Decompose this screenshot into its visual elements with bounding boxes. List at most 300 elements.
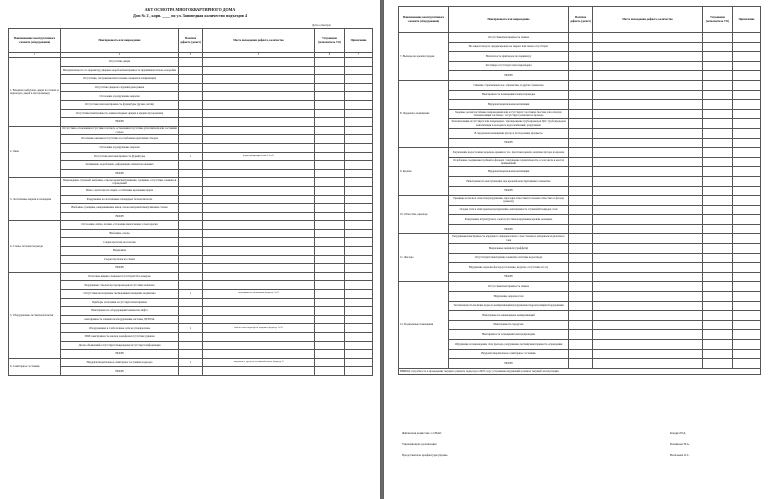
count-cell bbox=[179, 83, 203, 92]
table-row bbox=[9, 238, 373, 247]
table-row bbox=[399, 272, 761, 282]
table-row bbox=[399, 167, 761, 177]
table-row bbox=[9, 229, 373, 238]
header-fixed: Устранение (исполнитель УО) bbox=[703, 7, 733, 33]
table-row bbox=[9, 264, 373, 273]
defect-cell: Отсутствие/неисправность замков bbox=[449, 282, 569, 292]
table-row bbox=[9, 307, 373, 316]
count-cell bbox=[569, 138, 593, 148]
element-cell: 10. Отмостки, крыльцо bbox=[399, 196, 449, 234]
location-cell bbox=[203, 307, 315, 316]
note-cell bbox=[733, 282, 761, 292]
note-cell bbox=[345, 92, 373, 101]
defect-cell: Отсутствие или неисправность фурнитуры bbox=[61, 152, 179, 161]
count-cell bbox=[569, 349, 593, 359]
note-cell bbox=[345, 100, 373, 109]
location-cell bbox=[203, 238, 315, 247]
fixed-cell bbox=[703, 272, 733, 282]
location-cell bbox=[593, 253, 703, 263]
table-row bbox=[399, 196, 761, 206]
defect-cell: НООН bbox=[449, 272, 569, 282]
fixed-cell bbox=[315, 126, 345, 135]
count-cell bbox=[179, 66, 203, 75]
table-row bbox=[9, 333, 373, 342]
count-cell bbox=[569, 196, 593, 206]
element-cell: 9. Кровля bbox=[399, 148, 449, 196]
note-cell bbox=[733, 244, 761, 254]
note-cell bbox=[733, 292, 761, 302]
note-cell bbox=[733, 234, 761, 244]
defect-cell: Неплотность притворов по периметру bbox=[449, 52, 569, 62]
location-cell bbox=[203, 367, 315, 376]
fixed-cell bbox=[315, 341, 345, 350]
count-cell bbox=[569, 205, 593, 215]
table-row bbox=[399, 253, 761, 263]
defect-cell: Отсутствие или неисправность фурнитуры (ручки, петли) bbox=[61, 100, 179, 109]
location-cell bbox=[593, 186, 703, 196]
fixed-cell bbox=[315, 324, 345, 333]
fixed-cell bbox=[703, 224, 733, 234]
fixed-cell bbox=[703, 340, 733, 350]
note-cell bbox=[345, 178, 373, 187]
defect-cell: Негерметичность по периметру дверных коробок/неисправность пружинных петель и коробки bbox=[61, 66, 179, 75]
count-cell bbox=[179, 255, 203, 264]
note-cell bbox=[345, 204, 373, 213]
note-cell bbox=[345, 307, 373, 316]
count-cell: 1 bbox=[179, 290, 203, 299]
note-cell bbox=[733, 253, 761, 263]
table-row bbox=[399, 80, 761, 90]
defect-cell: Неисправность инженерных коммуникаций bbox=[449, 311, 569, 321]
defect-cell: Нарушение окраски фасада (отслоение, вздутие, отсутствие и т.п.) bbox=[449, 263, 569, 273]
table-row bbox=[9, 324, 373, 333]
count-cell bbox=[179, 135, 203, 144]
note-cell bbox=[345, 161, 373, 170]
location-cell bbox=[593, 311, 703, 321]
fixed-cell bbox=[703, 330, 733, 340]
fixed-cell bbox=[315, 66, 345, 75]
note-cell bbox=[345, 255, 373, 264]
note-cell bbox=[733, 311, 761, 321]
defect-cell: Повреждение ступеней: выбоины, отколы краев/выпучивание, трещины, отсутствие элементов ограждений bbox=[61, 178, 179, 187]
table-row bbox=[9, 204, 373, 213]
fixed-cell bbox=[703, 52, 733, 62]
location-cell bbox=[203, 126, 315, 135]
signature-name: Кондич Н.Д. bbox=[670, 431, 687, 435]
location-cell bbox=[593, 80, 703, 90]
location-cell bbox=[203, 212, 315, 221]
count-cell bbox=[179, 212, 203, 221]
count-cell bbox=[179, 298, 203, 307]
note-cell bbox=[345, 152, 373, 161]
count-cell bbox=[569, 148, 593, 158]
defect-cell: Отсутствие остекления/отсутствие плотного остекления/отсутствие уплотнителя или состояния стекла bbox=[62, 127, 177, 134]
fixed-cell bbox=[703, 148, 733, 158]
table-row bbox=[399, 244, 761, 254]
location-cell bbox=[593, 340, 703, 350]
location-cell bbox=[593, 234, 703, 244]
fixed-cell bbox=[703, 196, 733, 206]
defect-cell: Неисправность помещения/электропроводка bbox=[449, 90, 569, 100]
fixed-cell bbox=[315, 118, 345, 127]
doc-title: АКТ ОСМОТРА МНОГОКВАРТИРНОГО ДОМА bbox=[144, 7, 236, 12]
defect-cell: НООН bbox=[449, 71, 569, 81]
count-cell bbox=[569, 176, 593, 186]
location-cell bbox=[203, 92, 315, 101]
signature-role: Управляющая организация bbox=[402, 442, 437, 446]
defect-cell: Оборудование и слаботочные сети не упорядочены bbox=[61, 324, 179, 333]
fixed-cell bbox=[703, 42, 733, 52]
signature-name: Васильева О.С. bbox=[670, 453, 690, 457]
defect-cell: ЗПИ: неисправность кнопок домофона/отсутствие рукавов bbox=[61, 333, 179, 342]
right-inspection-table bbox=[398, 6, 761, 375]
note-cell bbox=[345, 169, 373, 178]
table-row bbox=[399, 234, 761, 244]
location-cell bbox=[593, 330, 703, 340]
defect-cell: Разрушение на лестничных площадках бетона/металла bbox=[61, 195, 179, 204]
fixed-cell bbox=[703, 253, 733, 263]
note-cell bbox=[345, 315, 373, 324]
location-cell bbox=[203, 186, 315, 195]
left-inspection-table bbox=[8, 28, 373, 376]
header-location: Место нахождения дефекта, количество bbox=[593, 7, 703, 33]
fixed-cell bbox=[315, 143, 345, 152]
table-row bbox=[9, 109, 373, 118]
table-row bbox=[399, 224, 761, 234]
note-cell bbox=[345, 118, 373, 127]
count-cell: 1 bbox=[179, 324, 203, 333]
location-cell bbox=[203, 272, 315, 281]
table-row bbox=[9, 83, 373, 92]
location-cell bbox=[593, 138, 703, 148]
location-cell bbox=[203, 298, 315, 307]
defect-cell: Отслоение и разрушение окраски bbox=[61, 143, 179, 152]
location-cell bbox=[203, 350, 315, 359]
col-number: 7 bbox=[345, 53, 373, 58]
count-cell bbox=[569, 42, 593, 52]
fixed-cell bbox=[703, 205, 733, 215]
fixed-cell bbox=[703, 263, 733, 273]
count-cell bbox=[179, 169, 203, 178]
fixed-cell bbox=[315, 264, 345, 273]
defect-cell: неисправность элементов/оборудования системы ДУ/ППА bbox=[61, 315, 179, 324]
location-cell bbox=[593, 292, 703, 302]
table-row bbox=[399, 263, 761, 273]
fixed-cell bbox=[703, 167, 733, 177]
table-row bbox=[399, 148, 761, 158]
fixed-cell bbox=[703, 100, 733, 110]
table-row bbox=[9, 126, 373, 135]
note-cell bbox=[733, 33, 761, 43]
location-cell bbox=[203, 221, 315, 230]
fixed-cell bbox=[315, 169, 345, 178]
note-cell bbox=[345, 247, 373, 256]
location-cell bbox=[203, 100, 315, 109]
defect-cell: НООН bbox=[449, 359, 569, 369]
note-cell bbox=[345, 195, 373, 204]
note-cell bbox=[733, 148, 761, 158]
defect-cell: НООН bbox=[61, 118, 179, 127]
table-row bbox=[9, 178, 373, 187]
table-row bbox=[399, 100, 761, 110]
table-row bbox=[9, 247, 373, 256]
header-note: Примечание bbox=[345, 29, 373, 53]
count-cell bbox=[569, 90, 593, 100]
defect-cell: Трещины и сколы в отмостке/разрушение, просадка отмостки/отслоение отмостки от фасада (цоколя) bbox=[449, 196, 569, 206]
count-cell bbox=[179, 307, 203, 316]
location-cell bbox=[593, 52, 703, 62]
defect-cell: Почтовые ящики сломаны/отсутствуют/без номеров bbox=[61, 272, 179, 281]
defect-cell: Доска объявлений отсутствует/повреждена/отсутствует информация bbox=[61, 341, 179, 350]
fixed-cell bbox=[315, 221, 345, 230]
fixed-cell bbox=[703, 244, 733, 254]
header-count: Наличие дефекта (да/нет) bbox=[179, 29, 203, 53]
count-cell bbox=[179, 100, 203, 109]
fixed-cell bbox=[315, 152, 345, 161]
count-cell bbox=[179, 195, 203, 204]
note-cell bbox=[345, 66, 373, 75]
count-cell bbox=[179, 238, 203, 247]
location-cell bbox=[203, 281, 315, 290]
defect-cell: Выбоины, трещины, выкрашивание швов, сколы материала/выпучивание стенок bbox=[61, 204, 179, 213]
fixed-cell bbox=[703, 71, 733, 81]
table-row bbox=[9, 118, 373, 127]
defect-cell: Неудовлетворительное санитарное состояние подъезда bbox=[61, 358, 179, 367]
defect-cell: Отсечение оконных/отсутствие и ослабление крепления створок bbox=[61, 135, 179, 144]
location-cell bbox=[593, 90, 703, 100]
inspection-date-label: Дата осмотра: bbox=[312, 23, 332, 27]
fixed-cell bbox=[315, 186, 345, 195]
location-cell bbox=[203, 333, 315, 342]
note-cell bbox=[345, 83, 373, 92]
defect-cell: Отслоение, пятна, потеки, отслоение межэтажных слоев краски bbox=[61, 221, 179, 230]
table-row bbox=[9, 161, 373, 170]
fixed-cell bbox=[703, 90, 733, 100]
table-row bbox=[399, 311, 761, 321]
count-cell bbox=[569, 80, 593, 90]
table-row bbox=[399, 128, 761, 138]
signature-role: Житинская комиссия со СВАО bbox=[402, 431, 442, 435]
location-cell bbox=[593, 71, 703, 81]
fixed-cell bbox=[315, 83, 345, 92]
signature-name: Резникова Н.А. bbox=[670, 442, 690, 446]
count-cell bbox=[179, 367, 203, 376]
location-cell bbox=[593, 272, 703, 282]
location-cell bbox=[203, 135, 315, 144]
fixed-cell bbox=[315, 204, 345, 213]
note-cell bbox=[345, 324, 373, 333]
defect-cell: Неудовлетворительное санитарное состояние bbox=[449, 349, 569, 359]
right-document-page bbox=[384, 0, 768, 499]
note-cell bbox=[733, 109, 761, 119]
note-cell bbox=[345, 290, 373, 299]
fixed-cell bbox=[315, 247, 345, 256]
count-cell bbox=[569, 320, 593, 330]
defect-cell: Захламленность/наличие воды на коммуникациях/разрушение гидроизоляции/оборудования bbox=[449, 301, 569, 311]
defect-cell: Неисправность освещения/электропроводки bbox=[449, 330, 569, 340]
count-cell bbox=[179, 126, 203, 135]
count-cell bbox=[569, 224, 593, 234]
note-cell bbox=[733, 167, 761, 177]
table-row bbox=[9, 290, 373, 299]
fixed-cell bbox=[703, 176, 733, 186]
fixed-cell bbox=[703, 138, 733, 148]
note-cell bbox=[733, 359, 761, 369]
fixed-cell bbox=[315, 315, 345, 324]
table-row bbox=[9, 169, 373, 178]
defect-cell: Неудовлетворительная вентиляция bbox=[449, 167, 569, 177]
note-cell bbox=[345, 135, 373, 144]
table-row bbox=[399, 138, 761, 148]
location-cell bbox=[203, 66, 315, 75]
fixed-cell bbox=[703, 109, 733, 119]
fixed-cell bbox=[315, 135, 345, 144]
defect-cell: Обрушение и повреждение стен прохода, разрушение лестниц/неисправность ограждения bbox=[449, 340, 569, 350]
fixed-cell bbox=[703, 311, 733, 321]
defect-cell: Приборы отопления отсутствуют/неисправны bbox=[61, 298, 179, 307]
signature-role: Представитель префектуры/управы bbox=[402, 453, 448, 457]
defect-cell: Ослабление соединения гребней в фальцах / нарушение герметичности, в том числе в местах примыканий bbox=[449, 157, 569, 167]
table-row bbox=[9, 66, 373, 75]
count-cell bbox=[179, 161, 203, 170]
location-cell bbox=[593, 301, 703, 311]
count-cell bbox=[569, 301, 593, 311]
fixed-cell bbox=[315, 92, 345, 101]
table-row bbox=[9, 58, 373, 67]
defect-cell: Разрушение/неисправность наружного лакокрасочного слоя стенового материала/отделочного слоя bbox=[449, 234, 569, 244]
location-cell: (подъезд/квартира 4 этаж 1-2 п.1) bbox=[203, 152, 315, 161]
element-cell: 2. Окна bbox=[9, 126, 61, 178]
defect-cell: Вандальные надписи (граффити) bbox=[449, 244, 569, 254]
defect-cell: Загнивание, коробление, деформация элементов оконных bbox=[61, 161, 179, 170]
fixed-cell bbox=[315, 58, 345, 67]
location-cell bbox=[593, 100, 703, 110]
header-location: Место нахождения дефекта, количество bbox=[203, 29, 315, 53]
location-cell bbox=[203, 75, 315, 84]
table-row bbox=[399, 90, 761, 100]
defect-cell: Гниение стропильных ног, обрешетки, и других элементов bbox=[449, 80, 569, 90]
fixed-cell bbox=[315, 367, 345, 376]
table-row bbox=[399, 320, 761, 330]
location-cell bbox=[593, 224, 703, 234]
count-cell bbox=[179, 221, 203, 230]
note-cell bbox=[733, 320, 761, 330]
table-row bbox=[399, 61, 761, 71]
defect-cell: НООН bbox=[449, 138, 569, 148]
table-row bbox=[9, 152, 373, 161]
col-number: 2 bbox=[61, 53, 179, 58]
note-cell bbox=[345, 272, 373, 281]
defect-cell: Следы протечек на потолке bbox=[61, 238, 179, 247]
defect-cell: Отсутствие/не исправны светильники/освещение норматива bbox=[61, 290, 179, 299]
defect-cell: Загрязнение водосточных воронок, крыши и т.п., протечки кровли, наличие мусора на кровле bbox=[449, 148, 569, 158]
location-cell bbox=[203, 143, 315, 152]
location-cell bbox=[593, 157, 703, 167]
table-row bbox=[9, 358, 373, 367]
count-cell bbox=[569, 100, 593, 110]
count-cell bbox=[569, 157, 593, 167]
count-cell bbox=[179, 178, 203, 187]
table-row bbox=[399, 340, 761, 350]
fixed-cell bbox=[315, 358, 345, 367]
defect-cell: Отсутствуют/неисправны элементы системы водоотвода bbox=[449, 253, 569, 263]
fixed-cell bbox=[703, 33, 733, 43]
element-cell: 12. Подвальные помещения bbox=[399, 282, 449, 368]
note-cell bbox=[345, 75, 373, 84]
note-cell bbox=[345, 281, 373, 290]
header-element: Наименование конструктивного элемента (оборудования) bbox=[9, 29, 61, 53]
note-cell bbox=[345, 333, 373, 342]
defect-cell: Вандализм bbox=[61, 247, 179, 256]
count-cell bbox=[569, 128, 593, 138]
location-cell bbox=[203, 341, 315, 350]
count-cell bbox=[179, 281, 203, 290]
left-document-page bbox=[0, 0, 380, 499]
header-element: Наименование конструктивного элемента (оборудования) bbox=[399, 7, 449, 33]
defect-cell: Выбоины, сколы bbox=[61, 229, 179, 238]
fixed-cell bbox=[315, 195, 345, 204]
col-number: 5 bbox=[203, 53, 315, 58]
count-cell bbox=[179, 186, 203, 195]
count-cell bbox=[179, 341, 203, 350]
note-cell bbox=[733, 272, 761, 282]
note-cell bbox=[345, 298, 373, 307]
note-cell bbox=[733, 80, 761, 90]
note-cell bbox=[733, 138, 761, 148]
table-row bbox=[9, 143, 373, 152]
note-cell bbox=[733, 100, 761, 110]
table-row bbox=[399, 301, 761, 311]
location-cell bbox=[593, 215, 703, 225]
count-cell bbox=[569, 292, 593, 302]
table-row bbox=[9, 75, 373, 84]
count-cell bbox=[569, 33, 593, 43]
count-cell bbox=[179, 118, 203, 127]
fixed-cell bbox=[315, 307, 345, 316]
location-cell: кабель сети в подъезде/не закреплен (подъезд 1 п.2) bbox=[203, 324, 315, 333]
signature-block bbox=[402, 432, 752, 492]
table-row bbox=[9, 272, 373, 281]
fixed-cell bbox=[703, 61, 733, 71]
table-row bbox=[9, 212, 373, 221]
count-cell bbox=[569, 186, 593, 196]
location-cell bbox=[593, 359, 703, 369]
header-defect: Неисправность или повреждение bbox=[61, 29, 179, 53]
defect-cell: Не закрыт вход на чердак/кровлю не закрыт или замок отсутствует bbox=[449, 42, 569, 52]
location-cell bbox=[593, 263, 703, 273]
fixed-cell bbox=[315, 229, 345, 238]
count-cell bbox=[179, 109, 203, 118]
table-row bbox=[399, 186, 761, 196]
count-cell bbox=[179, 229, 203, 238]
header-note: Примечание bbox=[733, 7, 761, 33]
location-cell bbox=[203, 315, 315, 324]
location-cell bbox=[593, 196, 703, 206]
note-cell bbox=[733, 128, 761, 138]
location-cell bbox=[593, 282, 703, 292]
note-cell bbox=[345, 358, 373, 367]
note-cell bbox=[345, 221, 373, 230]
fixed-cell bbox=[315, 75, 345, 84]
table-row bbox=[9, 135, 373, 144]
location-cell bbox=[593, 349, 703, 359]
location-cell bbox=[593, 320, 703, 330]
location-cell: неисправность светильника (подъезд 1 п.2) bbox=[203, 290, 315, 299]
count-cell bbox=[569, 119, 593, 129]
location-cell bbox=[203, 118, 315, 127]
location-cell bbox=[203, 204, 315, 213]
note-cell bbox=[733, 340, 761, 350]
